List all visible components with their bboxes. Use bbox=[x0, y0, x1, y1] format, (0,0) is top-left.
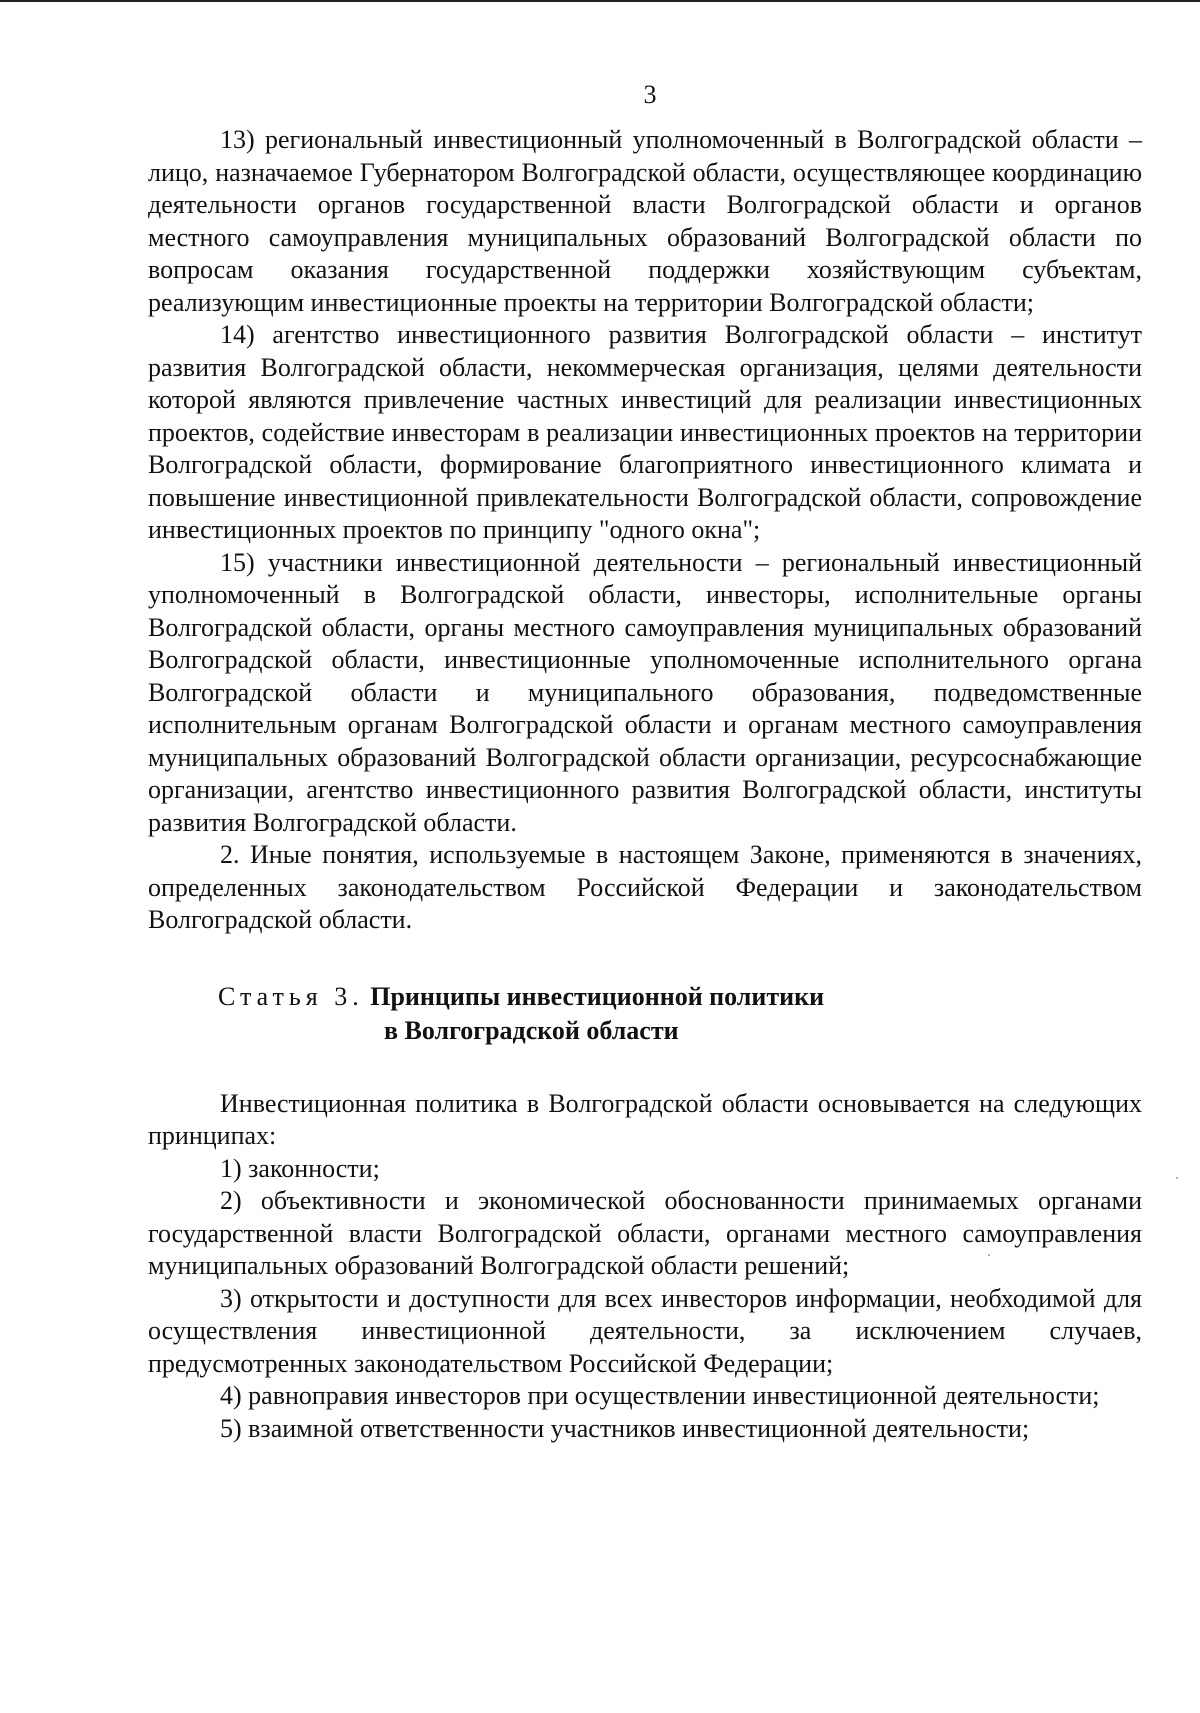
paragraph-clause-2: 2. Иные понятия, используемые в настоящем Законе, применяются в значениях, определенных законодательством Российской Федерации и законодательством Волгоградской области. bbox=[148, 840, 1142, 934]
top-edge-line bbox=[0, 0, 1200, 2]
article-label: Статья 3. bbox=[218, 981, 364, 1011]
principle-item-5: 5) взаимной ответственности участников инвестиционной деятельности; bbox=[220, 1413, 1030, 1443]
principle-item-4: 4) равноправия инвесторов при осуществлении инвестиционной деятельности; bbox=[220, 1381, 1100, 1410]
scan-speck bbox=[988, 1254, 990, 1256]
principle-item-2: 2) объективности и экономической обоснованности принимаемых органами государственной власти Волгоградской области, органами местного самоуправления муниципальных образований Волгоградской области решений; bbox=[148, 1186, 1142, 1280]
paragraph-intro: Инвестиционная политика в Волгоградской области основывается на следующих принципах: bbox=[148, 1088, 1142, 1150]
principle-item-1: 1) законности; bbox=[220, 1153, 380, 1183]
paragraph-item-13: 13) региональный инвестиционный уполномоченный в Волгоградской области – лицо, назначаемое Губернатором Волгоградской области, осуществляющее координацию деятельности органов государственной власти Волгоградской области и органов местного самоуправления муниципальных образований Волгоградской области по вопросам оказания государственной поддержки хозяйствующим субъектам, реализующим инвестиционные проекты на территории Волгоградской области; bbox=[148, 125, 1142, 317]
document-body bbox=[148, 124, 1142, 1445]
paragraph-item-14: 14) агентство инвестиционного развития Волгоградской области – институт развития Волгоградской области, некоммерческая организация, целями деятельности которой являются привлечение частных инвестиций для реализации инвестиционных проектов, содействие инвесторам в реализации инвестиционных проектов на территории Волгоградской области, формирование благоприятного инвестиционного климата и повышение инвестиционной привлекательности Волгоградской области, сопровождение инвестиционных проектов по принципу "одного окна"; bbox=[148, 320, 1142, 544]
article-heading bbox=[148, 980, 1142, 1048]
article-title-line2: в Волгоградской области bbox=[384, 1015, 679, 1045]
principle-item-3: 3) открытости и доступности для всех инвесторов информации, необходимой для осуществления инвестиционной деятельности, за исключением случаев, предусмотренных законодательством Российской Федерации; bbox=[148, 1283, 1142, 1378]
scan-speck bbox=[1176, 1177, 1178, 1179]
paragraph-item-15: 15) участники инвестиционной деятельности – региональный инвестиционный уполномоченный в Волгоградской области, инвесторы, исполнительные органы Волгоградской области, органы местного самоуправления муниципальных образований Волгоградской области, инвестиционные уполномоченные исполнительного органа Волгоградской области и муниципального образования, подведомственные исполнительным органам Волгоградской области и органам местного самоуправления муниципальных образований Волгоградской области организации, ресурсоснабжающие организации, агентство инвестиционного развития Волгоградской области, институты развития Волгоградской области. bbox=[148, 547, 1142, 837]
page-number: 3 bbox=[643, 80, 657, 109]
article-title-line1: Принципы инвестиционной политики bbox=[370, 981, 825, 1011]
